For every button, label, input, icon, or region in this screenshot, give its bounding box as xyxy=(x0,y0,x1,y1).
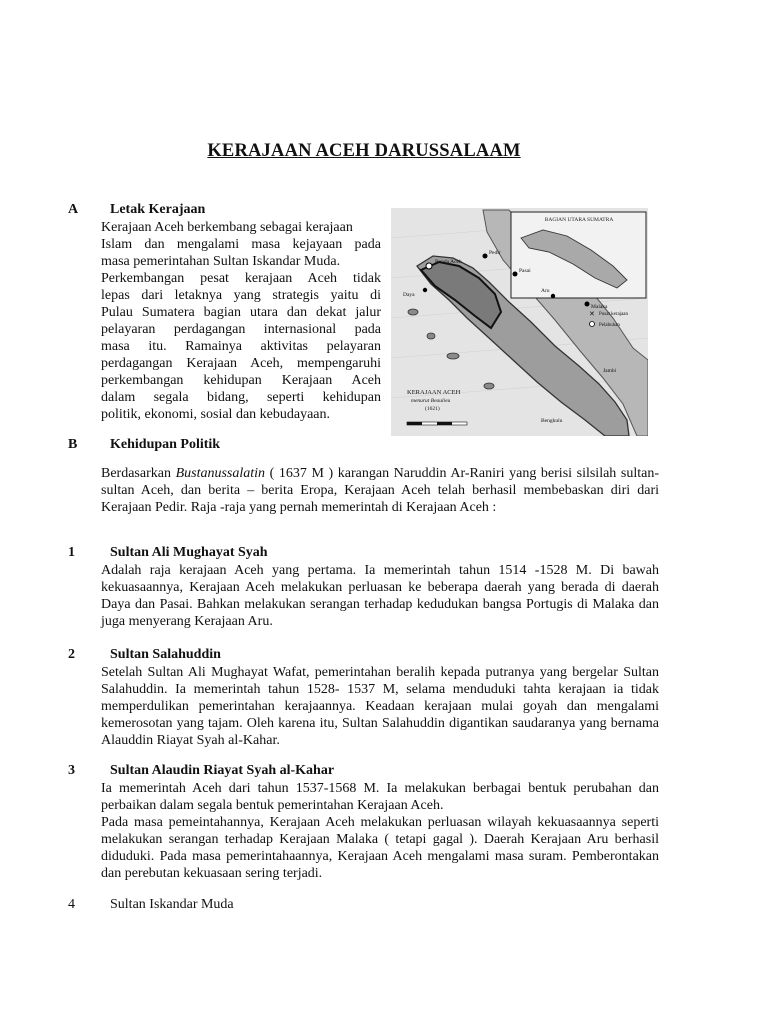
map-label-pedir: Pedir xyxy=(489,250,501,256)
section-b-heading: Kehidupan Politik xyxy=(110,437,221,452)
map-label-malaka: Malaka xyxy=(591,304,608,310)
sultan-2-heading: Sultan Salahuddin xyxy=(110,647,221,662)
section-a-paragraph xyxy=(101,219,381,423)
page-title: KERAJAAN ACEH DARUSSALAAM xyxy=(207,141,521,161)
section-a-line: lepas dari letaknya yang strategis yaitu di xyxy=(101,288,381,303)
map-scale-bar xyxy=(407,422,467,425)
section-a-line: Perkembangan pesat kerajaan Aceh tidak xyxy=(101,271,381,286)
sultan-4-marker: 4 xyxy=(68,897,75,912)
aceh-kingdom-map xyxy=(391,208,648,436)
section-b-intro-prefix: Berdasarkan xyxy=(101,466,176,481)
sultan-3-paragraph-1: Ia memerintah Aceh dari tahun 1537-1568 M. Ia melakukan berbagai bentuk perubahan dan perbaikan dalam segala bentuk pemerintahan Kerajaan Aceh. xyxy=(101,781,659,813)
section-a-line: Pulau Sumatera bagian utara dan dekat jalur xyxy=(101,305,381,320)
map-label-bengkulu: Bengkulu xyxy=(541,418,563,424)
map-inset-title: BAGIAN UTARA SUMATRA xyxy=(544,217,614,223)
sultan-3-marker: 3 xyxy=(68,763,75,778)
section-b-marker: B xyxy=(68,437,78,452)
section-b-intro-rest: ( 1637 M ) karangan Naruddin Ar-Raniri yang berisi silsilah sultan- sultan Aceh, dan berita – berita Eropa, Kerajaan Aceh telah berhasil membebaskan diri dari Kerajaan Pedir. Raja -raja yang pernah memerintah di Kerajaan Aceh : xyxy=(101,466,659,515)
section-a-line: masa itu. Ramainya aktivitas pelayaran xyxy=(101,339,381,354)
sultan-2-marker: 2 xyxy=(68,647,75,662)
sultan-1-heading: Sultan Ali Mughayat Syah xyxy=(110,545,268,560)
sultan-3-paragraph-2: Pada masa pemeintahannya, Kerajaan Aceh melakukan perluasan wilayah kekuasaannya seperti melakukan serangan terhadap Kerajaan Malaka ( tetapi gagal ). Daerah Kerajaan Aru berhasil diduduki. Pada masa pemerintahaannya, Kerajaan Aceh mengalami masa suram. Pemberontakan dan perebutan kekuasaan sering terjadi. xyxy=(101,815,659,881)
section-a-line: perkembangan kehidupan Kerajaan Aceh xyxy=(101,373,381,388)
section-a-line: politik, ekonomi, sosial dan kebudayaan. xyxy=(101,407,331,422)
section-a-line: pelayaran perdagangan internasional pada xyxy=(101,322,381,337)
map-label-banda-aceh: Banda Aceh xyxy=(435,259,462,265)
section-a-line: Kerajaan Aceh berkembang sebagai kerajaan xyxy=(101,220,353,235)
map-title-line2: menurut Beaulieu xyxy=(411,398,451,404)
map-title-line3: (1621) xyxy=(425,406,440,412)
legend-port-icon xyxy=(590,322,595,327)
section-a-marker: A xyxy=(68,202,79,217)
sultan-3-heading: Sultan Alaudin Riayat Syah al-Kahar xyxy=(110,763,335,778)
map-legend-capital: Pusat kerajaan xyxy=(599,312,629,317)
section-a-line: dalam segala bidang, seperti kehidupan xyxy=(101,390,381,405)
map-label-aru: Aru xyxy=(541,288,550,294)
map-label-pasai: Pasai xyxy=(519,268,531,274)
map-label-jambi: Jambi xyxy=(603,368,617,374)
bustanussalatin-title: Bustanussalatin xyxy=(175,466,266,481)
section-a-line: perdagangan Kerajaan Aceh, mempengaruhi xyxy=(101,356,381,371)
sultan-2-paragraph: Setelah Sultan Ali Mughayat Wafat, pemerintahan beralih kepada putranya yang bergelar Sultan Salahuddin. Ia memerintah tahun 1528- 1537 M, selama menduduki tahta kerajaan ia tidak memperdulikan pemerintahan kerajaannya. Keadaan kerajaan mulai goyah dan mengalami kemerosotan yang tajam. Oleh karena itu, Sultan Salahuddin digantikan saudaranya yang bernama Alauddin Riayat Syah al-Kahar. xyxy=(101,665,659,748)
section-a-line: Islam dan mengalami masa kejayaan pada xyxy=(101,237,381,252)
sultan-4-heading: Sultan Iskandar Muda xyxy=(110,897,234,912)
section-a-heading: Letak Kerajaan xyxy=(110,202,206,217)
map-label-daya: Daya xyxy=(403,292,415,298)
section-b-paragraph xyxy=(101,465,659,516)
section-a-line: masa pemerintahan Sultan Iskandar Muda. xyxy=(101,254,341,269)
legend-cross-icon: ✕ xyxy=(589,310,595,318)
sultan-1-marker: 1 xyxy=(68,545,75,560)
map-title-line1: KERAJAAN ACEH xyxy=(407,389,461,396)
sultan-1-paragraph: Adalah raja kerajaan Aceh yang pertama. Ia memerintah tahun 1514 -1528 M. Di bawah kekuasaannya, Kerajaan Aceh melakukan perluasan ke beberapa daerah yang berada di daerah Daya dan Pasai. Bahkan melakukan serangan terhadap kedudukan bangsa Portugis di Malaka dan juga menyerang Kerajaan Aru. xyxy=(101,563,659,629)
map-legend-port: Pelabuhan xyxy=(599,323,620,328)
